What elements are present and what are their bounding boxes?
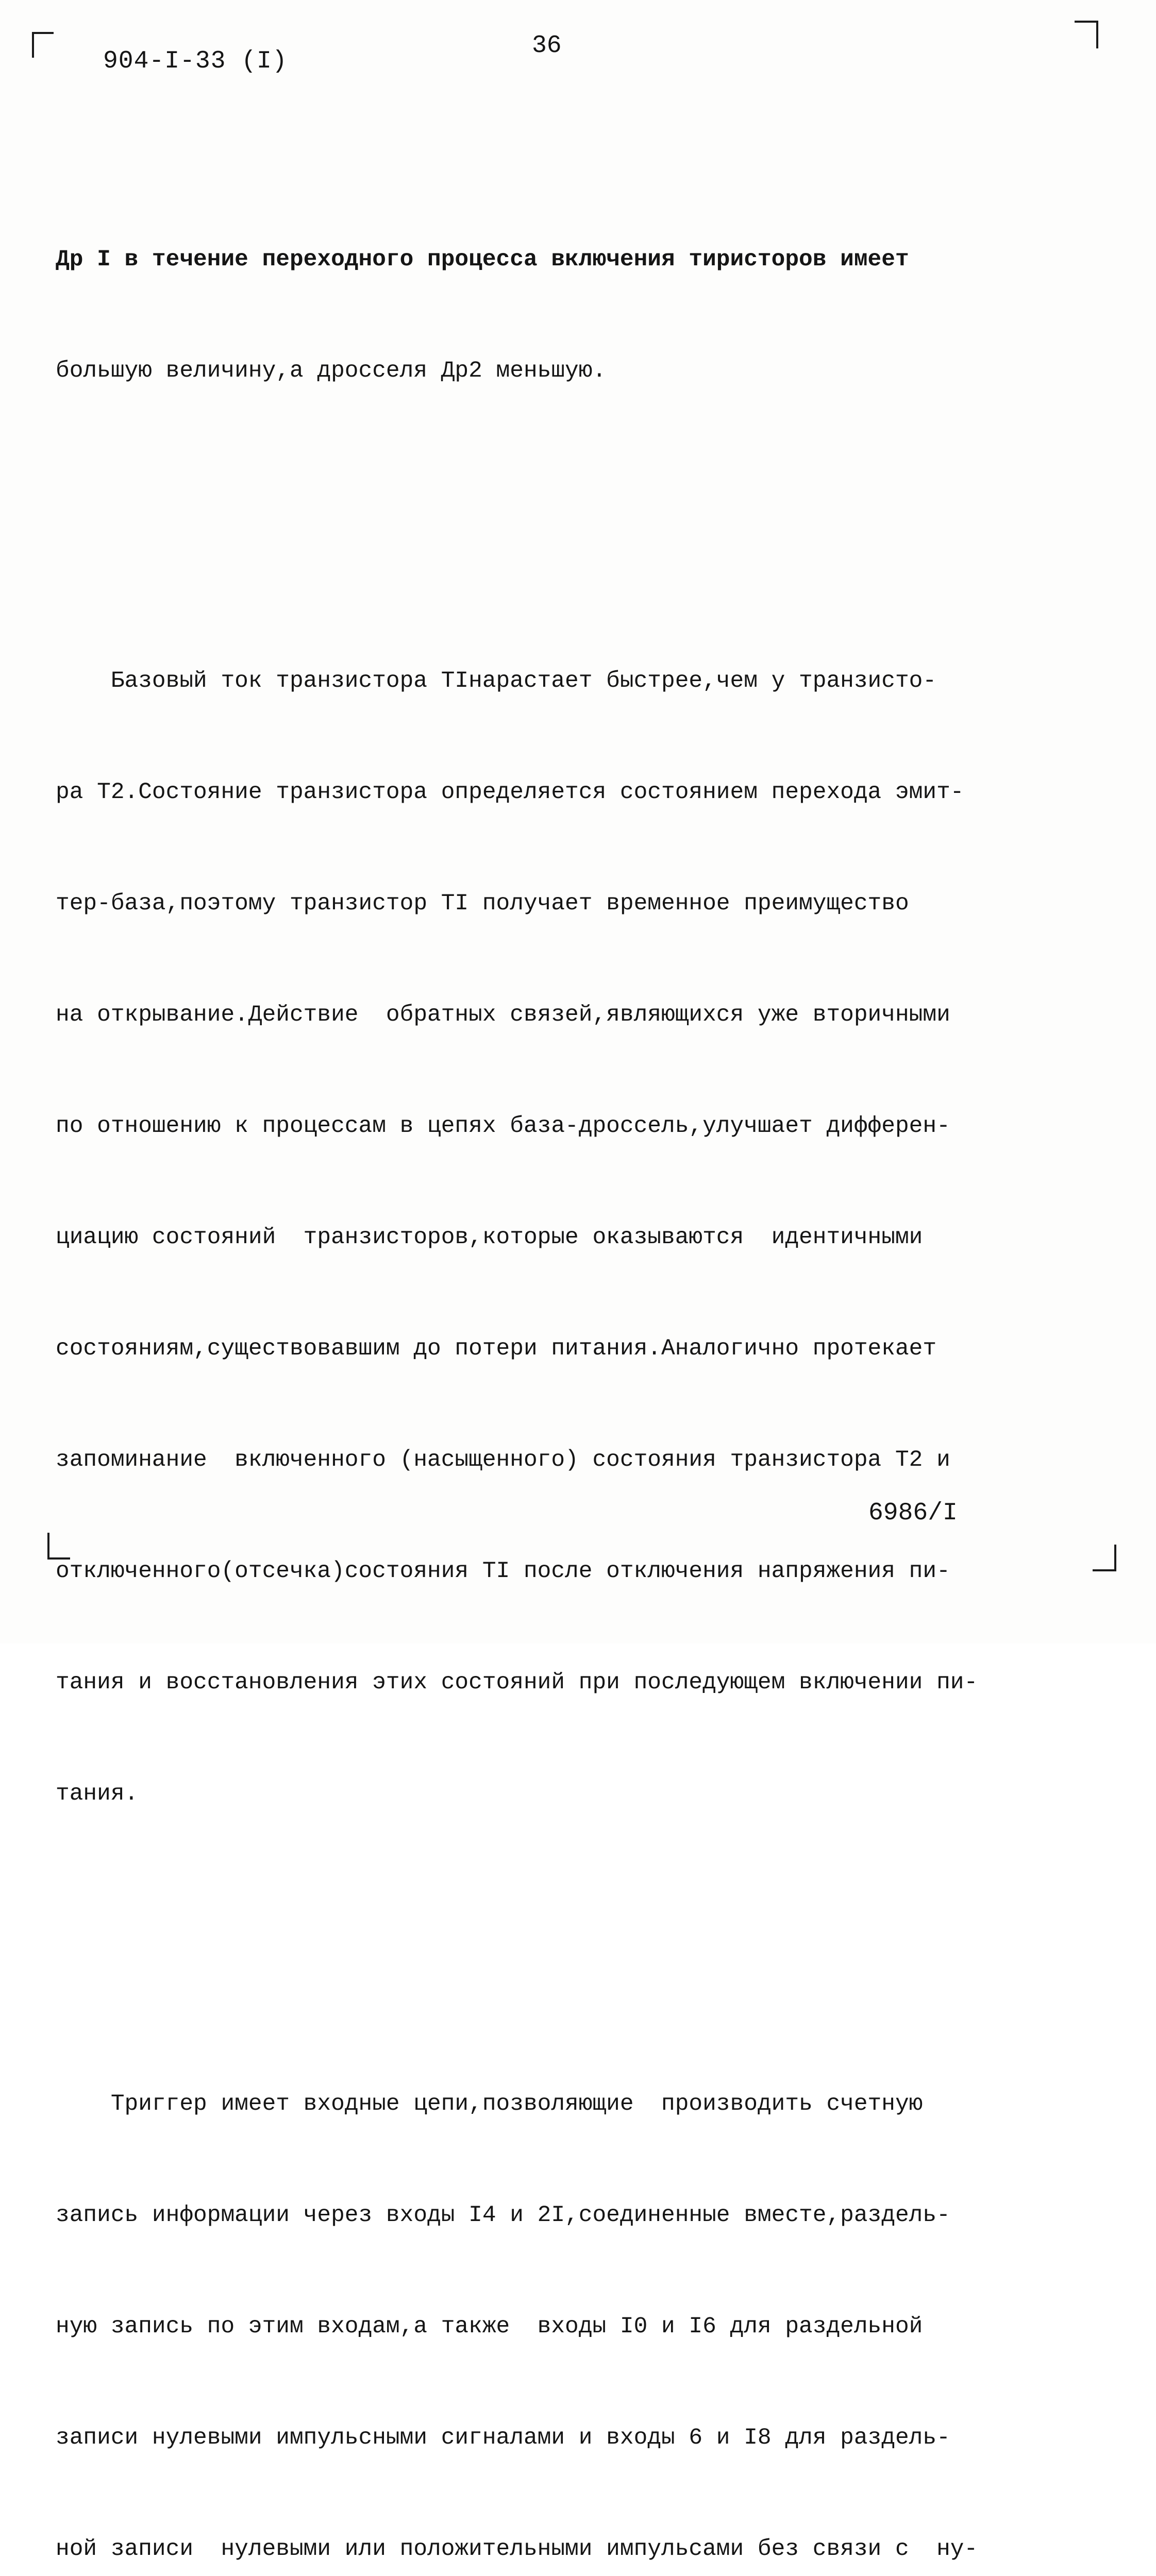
text-line: ной записи нулевыми или положительными импульсами без связи с ну- — [56, 2536, 978, 2562]
text-line: Базовый ток транзистора TIнарастает быстрее,чем у транзисто- — [56, 668, 937, 694]
text-line: циацию состояний транзисторов,которые оказываются идентичными — [56, 1225, 923, 1250]
text-line: запись информации через входы I4 и 2I,соединенные вместе,раздель- — [56, 2202, 950, 2228]
page-number: 36 — [532, 32, 562, 60]
text-line: отключенного(отсечка)состояния TI после отключения напряжения пи- — [56, 1558, 950, 1584]
crop-mark-top-right — [1075, 21, 1098, 48]
crop-mark-top-left — [32, 32, 54, 58]
text-line: тер-база,поэтому транзистор TI получает временное преимущество — [56, 891, 909, 917]
paragraph — [56, 588, 1112, 1887]
document-code: 904-I-33 (I) — [103, 47, 288, 75]
text-line: ную запись по этим входам,а также входы I0 и I6 для раздельной — [56, 2314, 923, 2340]
text-line: тания. — [56, 1781, 139, 1807]
text-line: большую величину,а дросселя Др2 меньшую. — [56, 358, 607, 384]
text-line: тания и восстановления этих состояний при последующем включении пи- — [56, 1670, 978, 1696]
text-line: на открывание.Действие обратных связей,являющихся уже вторичными — [56, 1002, 950, 1028]
body-text — [56, 93, 1112, 2576]
text-line: ра T2.Состояние транзистора определяется состоянием перехода эмит- — [56, 779, 964, 805]
text-line: Др I в течение переходного процесса включения тиристоров имеет — [56, 247, 909, 273]
text-line: состояниям,существовавшим до потери питания.Аналогично протекает — [56, 1336, 937, 1362]
paragraph — [56, 167, 1112, 464]
text-line: запоминание включенного (насыщенного) состояния транзистора T2 и — [56, 1447, 950, 1473]
paragraph — [56, 2011, 1112, 2576]
text-line: Триггер имеет входные цепи,позволяющие производить счетную — [56, 2091, 923, 2117]
text-line: записи нулевыми импульсными сигналами и входы 6 и I8 для раздель- — [56, 2425, 950, 2451]
footer-document-number: 6986/I — [868, 1499, 958, 1527]
text-line: по отношению к процессам в цепях база-дроссель,улучшает дифферен- — [56, 1113, 950, 1139]
